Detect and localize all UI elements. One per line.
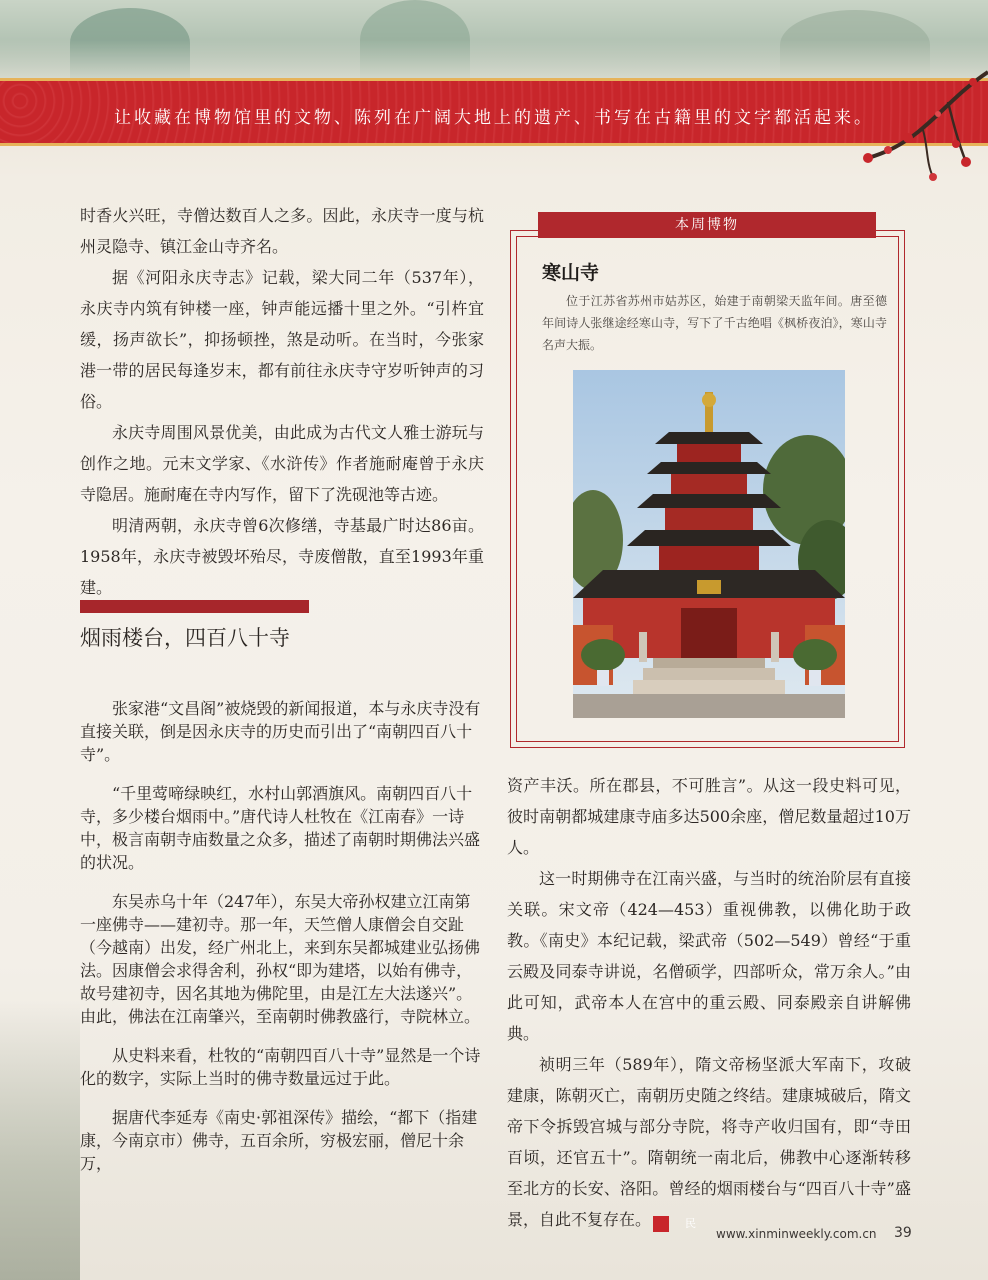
paragraph: 时香火兴旺，寺僧达数百人之多。因此，永庆寺一度与杭州灵隐寺、镇江金山寺齐名。 — [80, 206, 484, 256]
section-divider-bar — [80, 600, 309, 613]
right-column — [507, 770, 911, 1235]
paragraph: 张家港“文昌阁”被烧毁的新闻报道，本与永庆寺没有直接关联，倒是因永庆寺的历史而引出了“南朝四百八十寺”。 — [80, 699, 481, 764]
hanshan-temple-photo — [573, 370, 845, 718]
paragraph-text: 祯明三年（589年），隋文帝杨坚派大军南下，攻破建康，陈朝灭亡，南朝历史随之终结。建康城破后，隋文帝下令拆毁宫城与部分寺院，将寺产收归国有，即“寺田百顷，还官五十”。隋朝统一南北后，佛教中心逐渐转移至北方的长安、洛阳。曾经的烟雨楼台与“四百八十寺”盛景，自此不复存在。 — [507, 1055, 911, 1229]
top-landscape-decoration — [0, 0, 988, 80]
slogan-banner — [0, 78, 988, 146]
left-column-section — [80, 680, 484, 1190]
paragraph: 明清两朝，永庆寺曾6次修缮，寺基最广时达86亩。1958年，永庆寺被毁坏殆尽，寺废僧散，直至1993年重建。 — [80, 516, 484, 597]
sidebar-description: 位于江苏省苏州市姑苏区，始建于南朝梁天监年间。唐至德年间诗人张继途经寒山寺，写下了千古绝唱《枫桥夜泊》，寒山寺名声大振。 — [542, 294, 887, 352]
paragraph: 据《河阳永庆寺志》记载，梁大同二年（537年），永庆寺内筑有钟楼一座，钟声能远播十里之外。“引杵宜缓，扬声欲长”，抑扬顿挫，煞是动听。在当时，今张家港一带的居民每逢岁末，都有前往永庆寺守岁听钟声的习俗。 — [80, 268, 484, 411]
bottom-landscape-decoration — [0, 1000, 80, 1280]
footer-website: www.xinminweekly.com.cn — [716, 1227, 877, 1241]
end-mark-icon: 民 — [653, 1216, 669, 1232]
section-heading: 烟雨楼台，四百八十寺 — [80, 626, 290, 650]
paragraph: 这一时期佛寺在江南兴盛，与当时的统治阶层有直接关联。宋文帝（424—453）重视佛教，以佛化助于政教。《南史》本纪记载，梁武帝（502—549）曾经“于重云殿及同泰寺讲说，名僧硕学，四部听众，常万余人。”由此可知，武帝本人在宫中的重云殿、同泰殿亲自讲解佛典。 — [507, 869, 911, 1043]
sidebar-title: 寒山寺 — [542, 262, 600, 284]
paragraph: 据唐代李延寿《南史·郭祖深传》描绘，“都下（指建康，今南京市）佛寺，五百余所，穷极宏丽，僧尼十余万， — [80, 1108, 478, 1173]
sidebar-tag: 本周博物 — [538, 212, 876, 238]
paragraph: 资产丰沃。所在郡县，不可胜言”。从这一段史料可见，彼时南朝都城建康寺庙多达500余座，僧尼数量超过10万人。 — [507, 776, 911, 857]
left-column-top — [80, 200, 484, 603]
plum-blossom-branch-icon — [848, 52, 988, 192]
paragraph: “千里莺啼绿映红，水村山郭酒旗风。南朝四百八十寺，多少楼台烟雨中。”唐代诗人杜牧在《江南春》一诗中，极言南朝寺庙数量之众多，描述了南朝时期佛法兴盛的状况。 — [80, 784, 481, 872]
banner-slogan: 让收藏在博物馆里的文物、陈列在广阔大地上的遗产、书写在古籍里的文字都活起来。 — [114, 108, 874, 128]
paragraph: 东吴赤乌十年（247年），东吴大帝孙权建立江南第一座佛寺——建初寺。那一年，天竺僧人康僧会自交趾（今越南）出发，经广州北上，来到东吴都城建业弘扬佛法。因康僧会求得舍利，孙权“即为建塔，以始有佛寺，故号建初寺，因名其地为佛陀里，由是江左大法遂兴”。由此，佛法在江南肇兴，至南朝时佛教盛行，寺院林立。 — [80, 892, 481, 1026]
paragraph: 从史料来看，杜牧的“南朝四百八十寺”显然是一个诗化的数字，实际上当时的佛寺数量远过于此。 — [80, 1046, 481, 1088]
paragraph — [507, 1049, 911, 1235]
paragraph: 永庆寺周围风景优美，由此成为古代文人雅士游玩与创作之地。元末文学家、《水浒传》作者施耐庵曾于永庆寺隐居。施耐庵在寺内写作，留下了洗砚池等古迹。 — [80, 423, 484, 504]
page-number: 39 — [894, 1225, 912, 1241]
